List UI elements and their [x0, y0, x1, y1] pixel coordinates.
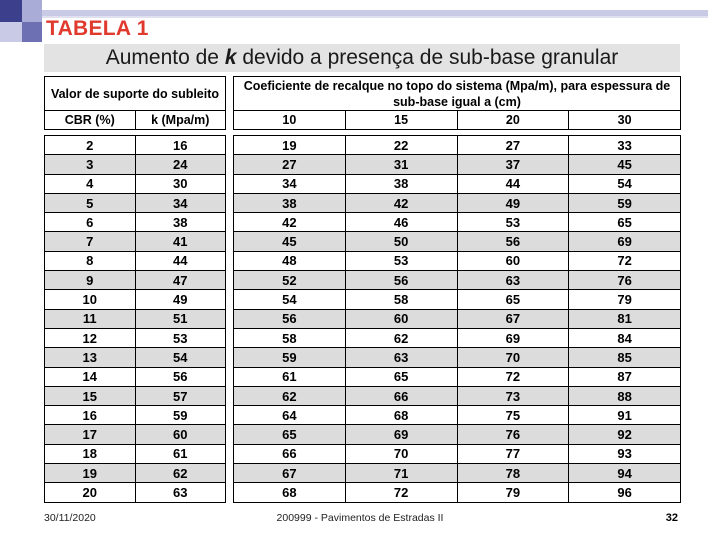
cell-coefficient: 73: [457, 386, 569, 405]
cell-k: 41: [135, 232, 226, 251]
cell-coefficient: 66: [234, 444, 346, 463]
header-thickness: 10: [234, 111, 346, 130]
table-row: [45, 174, 226, 193]
table-row: [234, 425, 681, 444]
cell-coefficient: 76: [569, 271, 681, 290]
cell-coefficient: 67: [234, 464, 346, 483]
data-table-left: [44, 135, 226, 503]
table-row: [45, 483, 226, 502]
table-row: [234, 483, 681, 502]
cell-k: 54: [135, 348, 226, 367]
header-k: k (Mpa/m): [135, 111, 226, 130]
table-row: [45, 290, 226, 309]
cell-coefficient: 71: [345, 464, 457, 483]
cell-coefficient: 65: [569, 213, 681, 232]
table-row: [234, 174, 681, 193]
cell-coefficient: 68: [234, 483, 346, 502]
cell-cbr: 4: [45, 174, 136, 193]
table-row: [234, 386, 681, 405]
table-row: [234, 348, 681, 367]
cell-coefficient: 19: [234, 136, 346, 155]
table-row: [234, 251, 681, 270]
table-row: [234, 136, 681, 155]
cell-coefficient: 45: [569, 155, 681, 174]
table-row: [45, 271, 226, 290]
cell-coefficient: 38: [345, 174, 457, 193]
cell-cbr: 14: [45, 367, 136, 386]
cell-k: 38: [135, 213, 226, 232]
cell-coefficient: 69: [457, 328, 569, 347]
cell-coefficient: 38: [234, 193, 346, 212]
table-row: [45, 232, 226, 251]
header-coefficient: Coeficiente de recalque no topo do sistema (Mpa/m), para espessura de sub-base igual a (cm): [234, 77, 681, 111]
cell-cbr: 2: [45, 136, 136, 155]
cell-coefficient: 56: [345, 271, 457, 290]
cell-k: 61: [135, 444, 226, 463]
cell-coefficient: 70: [345, 444, 457, 463]
cell-coefficient: 48: [234, 251, 346, 270]
cell-coefficient: 46: [345, 213, 457, 232]
cell-coefficient: 77: [457, 444, 569, 463]
table-row: [45, 386, 226, 405]
footer-date: 30/11/2020: [44, 512, 96, 524]
header-subgrade: Valor de suporte do subleito: [45, 77, 226, 111]
cell-cbr: 20: [45, 483, 136, 502]
cell-coefficient: 72: [569, 251, 681, 270]
cell-coefficient: 45: [234, 232, 346, 251]
cell-coefficient: 96: [569, 483, 681, 502]
cell-cbr: 7: [45, 232, 136, 251]
cell-cbr: 5: [45, 193, 136, 212]
cell-coefficient: 53: [345, 251, 457, 270]
cell-coefficient: 76: [457, 425, 569, 444]
cell-k: 62: [135, 464, 226, 483]
table-row: [45, 406, 226, 425]
table-row: [234, 464, 681, 483]
cell-coefficient: 72: [457, 367, 569, 386]
cell-k: 59: [135, 406, 226, 425]
cell-k: 56: [135, 367, 226, 386]
cell-coefficient: 37: [457, 155, 569, 174]
cell-coefficient: 93: [569, 444, 681, 463]
table-row: [234, 213, 681, 232]
table-row: [234, 367, 681, 386]
cell-cbr: 13: [45, 348, 136, 367]
page-number: 32: [665, 512, 678, 524]
header-thickness: 15: [345, 111, 457, 130]
cell-coefficient: 78: [457, 464, 569, 483]
table-row: [234, 232, 681, 251]
table-row: [45, 213, 226, 232]
heading-k: k: [224, 46, 237, 69]
cell-coefficient: 42: [345, 193, 457, 212]
cell-coefficient: 65: [457, 290, 569, 309]
table-row: [234, 290, 681, 309]
data-table-right: [233, 135, 681, 503]
cell-cbr: 8: [45, 251, 136, 270]
cell-coefficient: 42: [234, 213, 346, 232]
cell-coefficient: 64: [234, 406, 346, 425]
table-row: [45, 136, 226, 155]
header-right: [233, 76, 681, 130]
cell-k: 53: [135, 328, 226, 347]
cell-k: 16: [135, 136, 226, 155]
cell-coefficient: 79: [457, 483, 569, 502]
header-thickness: 20: [457, 111, 569, 130]
cell-k: 44: [135, 251, 226, 270]
cell-k: 60: [135, 425, 226, 444]
cell-coefficient: 27: [234, 155, 346, 174]
cell-coefficient: 94: [569, 464, 681, 483]
cell-k: 24: [135, 155, 226, 174]
cell-coefficient: 60: [345, 309, 457, 328]
cell-coefficient: 63: [345, 348, 457, 367]
cell-coefficient: 88: [569, 386, 681, 405]
cell-cbr: 10: [45, 290, 136, 309]
cell-coefficient: 75: [457, 406, 569, 425]
cell-k: 57: [135, 386, 226, 405]
cell-coefficient: 27: [457, 136, 569, 155]
cell-coefficient: 31: [345, 155, 457, 174]
cell-coefficient: 59: [569, 193, 681, 212]
cell-coefficient: 84: [569, 328, 681, 347]
table-row: [45, 348, 226, 367]
table-row: [234, 193, 681, 212]
cell-coefficient: 87: [569, 367, 681, 386]
table-row: [45, 155, 226, 174]
cell-coefficient: 59: [234, 348, 346, 367]
cell-cbr: 19: [45, 464, 136, 483]
cell-coefficient: 72: [345, 483, 457, 502]
cell-cbr: 17: [45, 425, 136, 444]
slide-title: TABELA 1: [46, 17, 149, 40]
cell-coefficient: 33: [569, 136, 681, 155]
table-row: [45, 367, 226, 386]
cell-k: 30: [135, 174, 226, 193]
cell-cbr: 11: [45, 309, 136, 328]
cell-coefficient: 52: [234, 271, 346, 290]
table-row: [45, 328, 226, 347]
cell-coefficient: 68: [345, 406, 457, 425]
header-cbr: CBR (%): [45, 111, 136, 130]
cell-coefficient: 44: [457, 174, 569, 193]
cell-coefficient: 69: [569, 232, 681, 251]
table-row: [45, 464, 226, 483]
heading-prefix: Aumento de: [105, 46, 225, 69]
cell-coefficient: 69: [345, 425, 457, 444]
table-heading: [44, 44, 680, 72]
decor-square: [22, 0, 42, 22]
table-row: [234, 444, 681, 463]
cell-coefficient: 63: [457, 271, 569, 290]
cell-coefficient: 79: [569, 290, 681, 309]
cell-cbr: 9: [45, 271, 136, 290]
cell-coefficient: 56: [457, 232, 569, 251]
header-thickness: 30: [569, 111, 681, 130]
cell-coefficient: 53: [457, 213, 569, 232]
table-row: [45, 425, 226, 444]
cell-coefficient: 54: [234, 290, 346, 309]
cell-coefficient: 70: [457, 348, 569, 367]
cell-coefficient: 65: [345, 367, 457, 386]
table-row: [234, 309, 681, 328]
cell-k: 34: [135, 193, 226, 212]
cell-coefficient: 49: [457, 193, 569, 212]
decor-square: [0, 22, 22, 42]
cell-cbr: 12: [45, 328, 136, 347]
cell-coefficient: 66: [345, 386, 457, 405]
decor-square: [22, 22, 42, 42]
cell-coefficient: 58: [234, 328, 346, 347]
table-row: [45, 309, 226, 328]
cell-coefficient: 58: [345, 290, 457, 309]
cell-coefficient: 92: [569, 425, 681, 444]
cell-cbr: 16: [45, 406, 136, 425]
table-row: [234, 406, 681, 425]
table-row: [45, 251, 226, 270]
cell-k: 47: [135, 271, 226, 290]
cell-coefficient: 50: [345, 232, 457, 251]
cell-k: 49: [135, 290, 226, 309]
cell-coefficient: 54: [569, 174, 681, 193]
table-row: [45, 444, 226, 463]
cell-coefficient: 61: [234, 367, 346, 386]
cell-coefficient: 56: [234, 309, 346, 328]
header-left: [44, 76, 226, 130]
cell-coefficient: 85: [569, 348, 681, 367]
cell-k: 51: [135, 309, 226, 328]
cell-coefficient: 62: [345, 328, 457, 347]
footer-course: 200999 - Pavimentos de Estradas II: [276, 512, 444, 524]
table-row: [234, 155, 681, 174]
table-row: [234, 271, 681, 290]
heading-suffix: devido a presença de sub-base granular: [236, 46, 619, 69]
table-row: [234, 328, 681, 347]
cell-coefficient: 81: [569, 309, 681, 328]
cell-cbr: 6: [45, 213, 136, 232]
cell-coefficient: 67: [457, 309, 569, 328]
cell-cbr: 18: [45, 444, 136, 463]
cell-coefficient: 60: [457, 251, 569, 270]
cell-cbr: 15: [45, 386, 136, 405]
cell-coefficient: 62: [234, 386, 346, 405]
cell-coefficient: 22: [345, 136, 457, 155]
cell-coefficient: 34: [234, 174, 346, 193]
cell-coefficient: 91: [569, 406, 681, 425]
cell-cbr: 3: [45, 155, 136, 174]
table-row: [45, 193, 226, 212]
cell-k: 63: [135, 483, 226, 502]
cell-coefficient: 65: [234, 425, 346, 444]
decor-square: [0, 0, 22, 22]
